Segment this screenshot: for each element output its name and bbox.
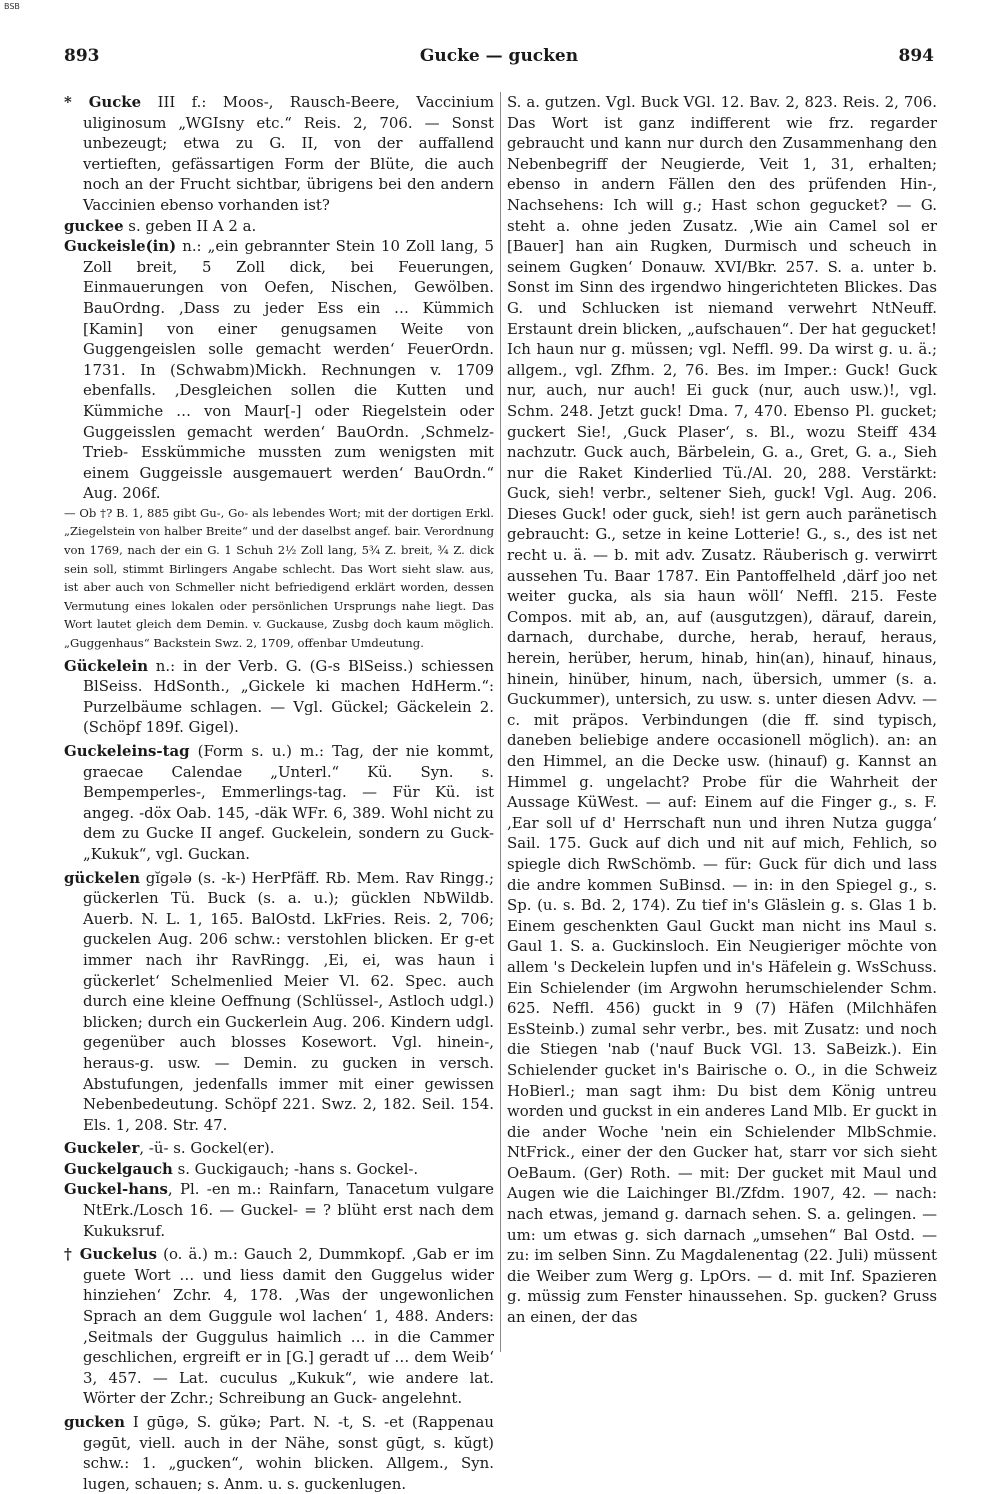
entry-lemma: Guckelgauch xyxy=(64,1159,173,1178)
entry-text: , Pl. -en m.: Rainfarn, Tanacetum vulgare NtErk./Losch 16. — Guckel- = ? blüht erst nach dem Kukuksruf. xyxy=(83,1180,494,1240)
entry-text: gĭgələ (s. -k-) HerPfäff. Rb. Mem. Rav Ringg.; gückerlen Tü. Buck (s. a. u.); gücklen NbWildb. Auerb. N. L. 1, 165. BalOstd. LkFries. Reis. 2, 706; guckelen Aug. 206 schw.: verstohlen blicken. Er g-et immer nach ihr RavRingg. ‚Ei, ei, was haun i gückerlet‘ Schelmenlied Meier Vl. 62. Spec. auch durch eine kleine Oeffnung (Schlüssel-, Astloch udgl.) blicken; durch ein Guckerlein Aug. 206. Kindern udgl. gegenüber auch blosses Kosewort. Vgl. hinein-, heraus-g. usw. — Demin. zu gucken in versch. Abstufungen, jedenfalls immer mit einer gewissen Nebenbedeutung. Schöpf 221. Swz. 2, 182. Seil. 154. Els. 1, 208. Str. 47. xyxy=(83,868,494,1134)
left-column xyxy=(64,92,495,1493)
entry-text: — Ob †? B. 1, 885 gibt Gu-, Go- als lebendes Wort; mit der dortigen Erkl. „Ziegelstein von halber Breite“ und der daselbst angef. bair. Verordnung von 1769, nach der ein G. 1 Schuh 2½ Zoll lang, 5¾ Z. breit, ¾ Z. dick sein soll, stimmt Birlingers Angabe schlecht. Das Wort sieht slaw. aus, ist aber auch von Schmeller nicht befriedigend erklärt worden, dessen Vermutung eines lokalen oder persönlichen Ursprungs nahe liegt. Das Wort lautet gleich dem Demin. v. Guckause, Zusbg doch kaum möglich. „Guggenhaus“ Backstein Swz. 2, 1709, offenbar Umdeutung. xyxy=(64,505,494,651)
entry-text: s. geben II A 2 a. xyxy=(123,216,257,235)
page-number-right: 894 xyxy=(898,46,934,66)
entry-text: (Form s. u.) m.: Tag, der nie kommt, graecae Calendae „Unterl.“ Kü. Syn. s. Bempemperles-, Emmerlings-tag. — Für Kü. ist angeg. -döx Oab. 145, -däk WFr. 6, 389. Wohl nicht zu dem zu Gucke II angef. Guckelein, sondern zu Guck- „Kukuk“, vgl. Guckan. xyxy=(83,742,494,863)
entry xyxy=(64,868,494,1136)
entry-text: S. a. gutzen. Vgl. Buck VGl. 12. Bav. 2, 823. Reis. 2, 706. Das Wort ist ganz indifferent wie frz. regarder gebraucht und kann nur durch den Zusammenhang den Nebenbegriff der Neugierde, Veit 1, 31, erhalten; ebenso in andern Fällen den des prüfenden Hin-, Nachsehens: Ich will g.; Hast schon gegucket? — G. steht a. ohne jeden Zusatz. ‚Wie ain Camel sol er [Bauer] han ain Rugken, Durmisch und scheuch in seinem Gugken‘ Donauw. XVI/Bkr. 257. S. a. unter b. Sonst im Sinn des irgendwo hingerichteten Blickes. Das G. und Schlucken ist niemand verwehrt NtNeuff. Erstaunt drein blicken, „aufschauen“. Der hat gegucket! Ich haun nur g. müssen; vgl. Neffl. 99. Da wirst g. u. ä.; allgem., vgl. Zfhm. 2, 76. Bes. im Imper.: Guck! Guck nur, auch, nur auch! Ei guck (nur, auch usw.)!, vgl. Schm. 248. Jetzt guck! Dma. 7, 470. Ebenso Pl. gucket; guckert Sie!, ‚Guck Plaser‘, s. Bl., wozu Steiff 434 nachzutr. Guck auch, Bärbelein, G. a., Gret, G. a., Sieh nur die Raket Kinderlied Tü./Al. 20, 288. Verstärkt: Guck, sieh! verbr., seltener Sieh, guck! Vgl. Aug. 206. Dieses Guck! oder guck, sieh! ist gern auch paränetisch gebraucht: G., setze in keine Lotterie! G., s., des ist net recht u. ä. — b. mit adv. Zusatz. Räuberisch g. verwirrt aussehen Tu. Baar 1787. Ein Pantoffelheld ‚därf joo net weiter gucka, als sia haun wöll‘ Neffl. 215. Feste Compos. mit ab, an, auf (ausgutzgen), därauf, darein, darnach, durchabe, durche, herab, herauf, heraus, herein, herüber, herum, hinab, hin(an), hinauf, hinaus, hinein, hinüber, hinum, nach, übersich, ummer (s. a. Guckummer), untersich, zu usw. s. unter diesen Advv. — c. mit präpos. Verbindungen (die ff. sind typisch, daneben beliebige andere occasionell möglich). an: an den Himmel, an die Decke usw. (hinauf) g. Kannst an Himmel g. ungelacht? Probe für die Wahrheit der Aussage KüWest. — auf: Einem auf die Finger g., s. F. ‚Ear soll uf d' Herrschaft nun und ihren Nutza gugga‘ Sail. 175. Guck auf dich und nit auf mich, Fehlich, so spiegle dich RwSchömb. — für: Guck für dich und lass die andre kommen SuBinsd. — in: in den Spiegel g., s. Sp. (u. s. Bd. 2, 174). Zu tief in's Gläslein g. s. Glas 1 b. Einem geschenkten Gaul Guckt man nicht ins Maul s. Gaul 1. S. a. Guckinsloch. Ein Neugieriger möchte von allem 's Deckelein lupfen und in's Häfelein g. WsSchuss. Ein Schielender (im Argwohn herumschielender Schm. 625. Neffl. 456) guckt in 9 (7) Häfen (Milchhäfen EsSteinb.) zumal sehr verbr., bes. mit Zusatz: und noch die Stiegen 'nab ('nauf Buck VGl. 13. SaBeizk.). Ein Schielender gucket in's Bairische o. O., in die Schweiz HoBierl.; man sagt ihm: Du bist dem König untreu worden und guckst in ein anderes Land Mlb. Er guckt in die ander Woche 'nein ein Schielender MlbSchmie. NtFrick., einer der den Gucker hat, starr vor sich sieht OeBaum. (Ger) Roth. — mit: Der gucket mit Maul und Augen wie die Laichinger Bl./Zfdm. 1907, 42. — nach: nach etwas, jemand g. darnach sehen. S. a. gelingen. — um: um etwas g. sich darnach „umsehen“ Bal Ostd. — zu: im selben Sinn. Zu Magdalenentag (22. Juli) müssent die Weiber zum Werg g. LpOrs. — d. mit Inf. Spazieren g. müssig zum Fenster hinaussehen. Sp. gucken? Gruss an einen, der das xyxy=(507,93,937,1327)
entry-lemma: Guckeisle(in) xyxy=(64,237,177,256)
entry xyxy=(64,741,494,865)
entry-lemma: guckee xyxy=(64,216,124,235)
library-mark: BSB xyxy=(4,2,20,11)
entry-text: , -ü- s. Gockel(er). xyxy=(139,1139,275,1158)
entry-lemma: Guckeleins-tag xyxy=(64,742,190,760)
entry-lemma: Guckel-hans xyxy=(64,1180,168,1199)
entry-lemma: gückelen xyxy=(64,868,141,887)
entry xyxy=(64,656,494,738)
entry-lemma: Gückelein xyxy=(64,656,149,675)
entry xyxy=(64,216,494,237)
page-header xyxy=(64,46,934,70)
entry xyxy=(64,1412,494,1494)
entry-lemma: Guckeler xyxy=(64,1139,140,1158)
entry-text: n.: in der Verb. G. (G-s BlSeiss.) schiessen BlSeiss. HdSonth., „Gickele ki machen HdHerm.“: Purzelbäume schlagen. — Vgl. Gückel; Gäckelein 2. (Schöpf 189f. Gigel). xyxy=(83,656,494,737)
entry-lemma: gucken xyxy=(64,1413,125,1431)
right-column xyxy=(507,92,937,1362)
entry-text: I gūgə, S. gŭkə; Part. N. -t, S. -et (Rappenau gəgūt, viell. auch in der Nähe, sonst gūgt, s. kŭgt) schw.: 1. „gucken“, wohin blicken. Allgem., Syn. lugen, schauen; s. Anm. u. s. guckenlugen. xyxy=(83,1413,494,1493)
entry xyxy=(64,236,494,504)
running-title: Gucke — gucken xyxy=(419,46,579,66)
entry-continuation xyxy=(507,92,937,1328)
entry-text: III f.: Moos-, Rausch-Beere, Vaccinium uliginosum „WGIsny etc.“ Reis. 2, 706. — Sonst unbezeugt; etwa zu G. II, von der auffallend vertieften, gefässartigen Form der Blüte, die auch noch an der Frucht sichtbar, übrigens bei den andern Vaccinien ebenso vorhanden ist? xyxy=(83,93,495,214)
entry xyxy=(64,92,494,216)
entry-note xyxy=(64,504,494,653)
entry xyxy=(64,1138,494,1159)
column-divider xyxy=(500,92,501,1352)
entry-lemma: † Guckelus xyxy=(64,1245,158,1264)
entry xyxy=(64,1159,494,1180)
entry-text: (o. ä.) m.: Gauch 2, Dummkopf. ‚Gab er im guete Wort … und liess damit den Guggelus wider hinziehen‘ Zchr. 4, 178. ‚Was der ungewonlichen Sprach an dem Guggule wol lachen‘ 1, 488. Anders: ‚Seitmals der Guggulus haimlich … in die Cammer geschlichen, ergreift er in [G.] geradt uf … dem Weib‘ 3, 457. — Lat. cuculus „Kukuk“, wie andere lat. Wörter der Zchr.; Schreibung an Guck- angelehnt. xyxy=(83,1245,494,1408)
entry-lemma: * Gucke xyxy=(64,93,142,111)
entry xyxy=(64,1244,494,1409)
page-number-left: 893 xyxy=(64,46,100,66)
entry xyxy=(64,1179,494,1241)
entry-text: s. Guckigauch; -hans s. Gockel-. xyxy=(172,1159,419,1178)
entry-text: n.: „ein gebrannter Stein 10 Zoll lang, 5 Zoll breit, 5 Zoll dick, bei Feuerungen, Einmauerungen von Oefen, Nischen, Gewölben. BauOrdng. ‚Dass zu jeder Ess ein … Kümmich [Kamin] von einer genugsamen Weite von Guggengeislen solle gemacht werden‘ FeuerOrdn. 1731. In (Schwabm)Mickh. Rechnungen v. 1709 ebenfalls. ‚Desgleichen sollen die Kutten und Kümmiche … von Maur[-] oder Riegelstein oder Guggeisslen gemacht werden‘ BauOrdn. ‚Schmelz-Trieb- Esskümmiche mussten zum wenigsten mit einem Guggeissle ausgemauert werden‘ BauOrdn.“ Aug. 206f. xyxy=(83,237,494,503)
